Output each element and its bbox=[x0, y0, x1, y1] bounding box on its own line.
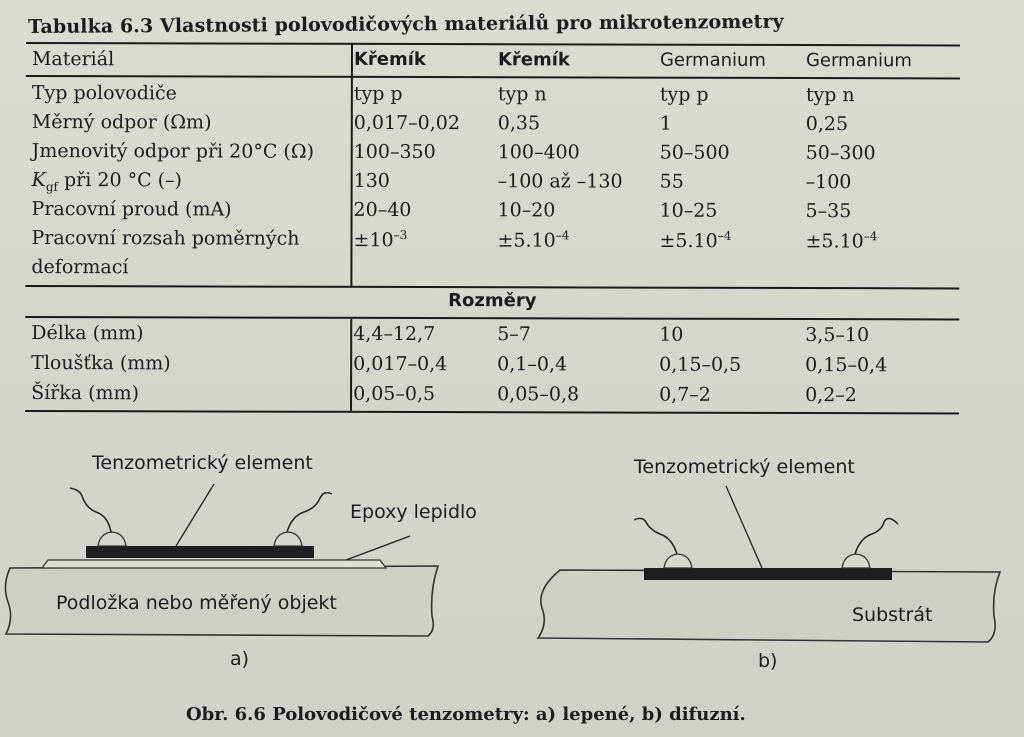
cell-base: ±10 bbox=[353, 229, 394, 252]
header-germanium-p: Germanium bbox=[659, 49, 767, 71]
table-row bbox=[25, 382, 959, 407]
cell: 10–20 bbox=[497, 199, 556, 222]
wire-right-a bbox=[287, 493, 332, 532]
cell: 5–7 bbox=[497, 323, 531, 346]
cell: 0,15–0,4 bbox=[805, 354, 888, 377]
cell-base: ±5.10 bbox=[805, 230, 864, 253]
table-top-rule bbox=[26, 42, 960, 46]
cell: 0,05–0,5 bbox=[353, 382, 436, 406]
figure-a-element-label: Tenzometrický element bbox=[92, 452, 313, 474]
row-label: deformací bbox=[31, 256, 129, 279]
cell: 1 bbox=[659, 112, 672, 135]
figure-b-substrate-label: Substrát bbox=[852, 604, 933, 626]
table-header-row bbox=[26, 48, 960, 72]
wire-left-b bbox=[634, 518, 677, 554]
cell-exponent: –4 bbox=[717, 228, 732, 243]
gauge-factor-subscript: gf bbox=[45, 179, 58, 194]
header-silicon-p: Křemík bbox=[353, 48, 426, 71]
row-label: Jmenovitý odpor při 20°C (Ω) bbox=[31, 140, 315, 163]
cell-base: ±5.10 bbox=[659, 229, 718, 253]
table-row bbox=[25, 352, 959, 377]
cell: 0,017–0,02 bbox=[353, 111, 461, 135]
section-title-rule bbox=[25, 316, 959, 320]
table-row-continuation bbox=[25, 256, 959, 279]
figure-b-element-label: Tenzometrický element bbox=[634, 456, 855, 478]
cell: 4,4–12,7 bbox=[353, 322, 436, 346]
figure-a-glue-label: Epoxy lepidlo bbox=[350, 501, 477, 523]
cell: 0,15–0,5 bbox=[659, 353, 742, 376]
cell: 0,25 bbox=[805, 113, 849, 136]
cell: 130 bbox=[353, 169, 390, 192]
section-title: Rozměry bbox=[448, 290, 537, 312]
row-label: Tloušťka (mm) bbox=[31, 352, 171, 375]
row-label bbox=[32, 169, 182, 194]
cell-exponent: –4 bbox=[555, 228, 570, 243]
header-germanium-n: Germanium bbox=[805, 50, 913, 72]
cell: 10–25 bbox=[659, 199, 718, 222]
leader-epoxy bbox=[346, 536, 410, 560]
cell: 0,05–0,8 bbox=[497, 383, 580, 406]
cell: 0,2–2 bbox=[805, 384, 857, 407]
cell: typ n bbox=[497, 83, 547, 106]
cell: 3,5–10 bbox=[805, 324, 870, 347]
cell-base: ±5.10 bbox=[497, 229, 556, 252]
cell: 50–500 bbox=[659, 141, 730, 164]
cell: 100–350 bbox=[353, 140, 436, 164]
cell: typ p bbox=[659, 83, 709, 106]
contact-pad-right-b bbox=[842, 554, 870, 568]
cell: 0,1–0,4 bbox=[497, 353, 568, 376]
header-material: Materiál bbox=[31, 48, 115, 71]
strain-element-b bbox=[644, 568, 892, 580]
row-label: Pracovní rozsah poměrných bbox=[31, 227, 300, 250]
row-label: Typ polovodiče bbox=[31, 82, 177, 105]
cell: 10 bbox=[659, 323, 684, 346]
cell bbox=[805, 229, 877, 253]
strain-element-a bbox=[86, 546, 314, 558]
table-row bbox=[25, 322, 959, 347]
table-row bbox=[26, 169, 960, 194]
cell: 20–40 bbox=[353, 198, 412, 222]
cell bbox=[353, 228, 407, 251]
table-row bbox=[26, 227, 960, 253]
cell: 0,7–2 bbox=[659, 383, 711, 406]
figure-a-diagram bbox=[0, 440, 450, 670]
header-silicon-n: Křemík bbox=[497, 49, 570, 71]
cell: 0,35 bbox=[497, 112, 541, 135]
cell: 50–300 bbox=[805, 142, 876, 165]
table-row bbox=[26, 82, 960, 107]
cell bbox=[659, 229, 731, 253]
cell-exponent: –4 bbox=[863, 229, 878, 244]
figure-a-tag: a) bbox=[230, 648, 250, 670]
figure-b-tag: b) bbox=[758, 650, 778, 672]
cell-exponent: –3 bbox=[393, 227, 408, 242]
table-bottom-rule bbox=[25, 410, 959, 414]
cell: 100–400 bbox=[497, 141, 580, 164]
header-rule bbox=[26, 75, 960, 79]
contact-pad-left-a bbox=[98, 532, 126, 546]
table-row bbox=[26, 140, 960, 165]
epoxy-layer bbox=[42, 560, 386, 568]
column-divider bbox=[350, 319, 352, 411]
gauge-factor-symbol: K bbox=[31, 169, 46, 192]
contact-pad-right-a bbox=[274, 532, 302, 546]
wire-left-a bbox=[70, 488, 111, 532]
row-label: Délka (mm) bbox=[31, 322, 144, 345]
cell: –100 bbox=[805, 171, 852, 194]
wire-right-b bbox=[855, 518, 898, 554]
cell bbox=[497, 228, 569, 252]
gauge-factor-rest: při 20 °C (–) bbox=[57, 169, 183, 192]
cell: typ n bbox=[805, 84, 855, 107]
figure-a-substrate-label: Podložka nebo měřený objekt bbox=[56, 592, 337, 614]
row-label: Šířka (mm) bbox=[31, 382, 140, 405]
cell: typ p bbox=[353, 82, 403, 105]
table-row bbox=[26, 111, 960, 136]
contact-pad-left-b bbox=[664, 554, 692, 568]
leader-element-b bbox=[726, 486, 762, 568]
row-label: Pracovní proud (mA) bbox=[31, 198, 232, 221]
row-label: Měrný odpor (Ωm) bbox=[31, 111, 212, 134]
cell: –100 až –130 bbox=[497, 170, 623, 193]
properties-table bbox=[26, 42, 960, 407]
cell: 55 bbox=[659, 170, 684, 193]
figure-caption: Obr. 6.6 Polovodičové tenzometry: a) lepené, b) difuzní. bbox=[186, 704, 746, 725]
table-caption: Tabulka 6.3 Vlastnosti polovodičových materiálů pro mikrotenzometry bbox=[28, 10, 784, 38]
cell: 0,017–0,4 bbox=[353, 352, 448, 376]
cell: 5–35 bbox=[805, 200, 852, 223]
table-row bbox=[26, 198, 960, 223]
leader-element-a bbox=[176, 484, 214, 546]
